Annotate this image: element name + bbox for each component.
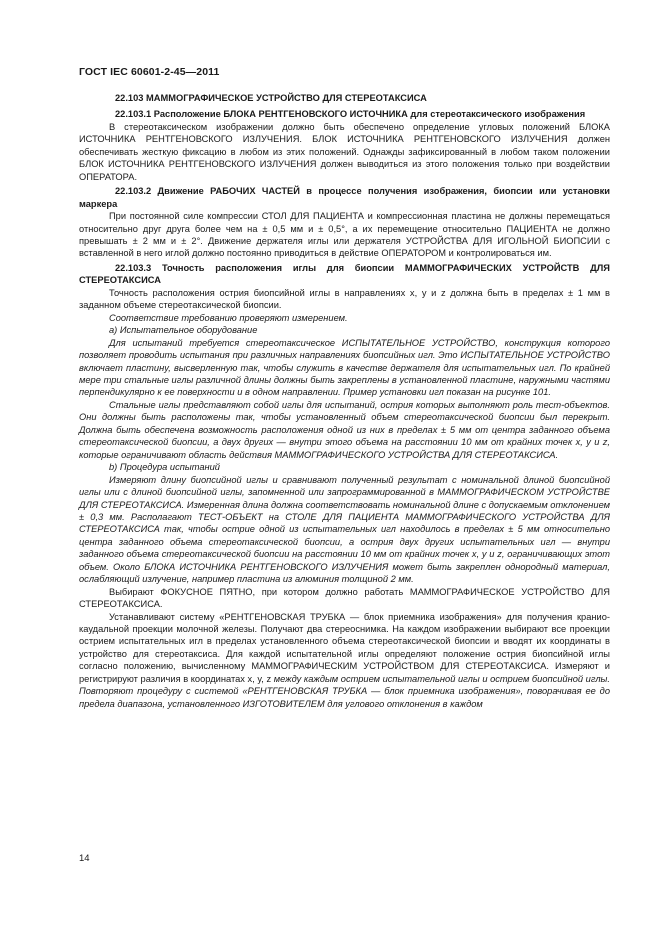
section-heading-22-103-2: 22.103.2 Движение РАБОЧИХ ЧАСТЕЙ в процессе получения изображения, биопсии или установки маркера xyxy=(79,186,610,209)
paragraph: Измеряют длину биопсийной иглы и сравнивают полученный результат с номинальной длиной биопсийной иглы или с длиной биопсийной иглы, запомненной или запрограммированной в МАММОГРАФИЧЕСКОМ УСТРОЙСТВЕ ДЛЯ СТЕРЕОТАКСИСА. Измеренная длина должна соответствовать номинальной длине с допускаемым отклонением ± 0,3 мм. Располагают ТЕСТ-ОБЪЕКТ на СТОЛЕ ДЛЯ ПАЦИЕНТА МАММОГРАФИЧЕСКОГО УСТРОЙСТВА ДЛЯ СТЕРЕОТАКСИСА так, чтобы острие одной из испытательных игл находилось в пределах ± 5 мм относительно центра заданного объема стереотаксической биопсии, а острия двух других испытательных игл — внутри заданного объема стереотаксической биопсии на расстоянии 10 мм от крайних точек x, y и z, ограничивающих этот объем. Около БЛОКА ИСТОЧНИКА РЕНТГЕНОВСКОГО ИЗЛУЧЕНИЯ может быть закреплен однородный материал, ослабляющий излучение, например пластина из алюминия толщиной 2 мм. xyxy=(79,474,611,585)
page-number: 14 xyxy=(79,853,90,864)
document-header: ГОСТ IEC 60601-2-45—2011 xyxy=(79,66,220,78)
paragraph xyxy=(79,611,610,711)
paragraph-italic-part: между каждым острием испытательной иглы и острием биопсийной иглы. Повторяют процедуру с системой «РЕНТГЕНОВСКАЯ ТРУБКА — блок приемника изображения», поворачивая ее до предела диапазона, установленного ИЗГОТОВИТЕЛЕМ для углового отклонения в каждом xyxy=(79,673,610,709)
paragraph-normal-part: Устанавливают систему «РЕНТГЕНОВСКАЯ ТРУБКА — блок приемника изображения» для получения кранио-каудальной проекции молочной железы. Получают два стереоснимка. На каждом изображении выбирают все проекции острием испытательных игл в пределах установленного объема стереотаксической биопсии и вводят их координаты в устройство для стереотаксиса. Для каждой испытательной иглы определяют положение острия биопсийной иглы согласно положению, вычисленному МАММОГРАФИЧЕСКИМ УСТРОЙСТВОМ ДЛЯ СТЕРЕОТАКСИСА. Измеряют и регистрируют различия в координатах x, y, z xyxy=(79,611,610,684)
paragraph: Стальные иглы представляют собой иглы для испытаний, острия которых выполняют роль тест-объектов. Они должны быть расположены так, чтобы установленный объем стереотаксической биопсии был перекрыт. Должна быть обеспечена возможность расположения одной из них в пределах ± 5 мм от центра заданного объема стереотаксической биопсии, а двух других — внутри этого объема на расстоянии 10 мм от крайних точек x, y и z, которые ограничивают область действия МАММОГРАФИЧЕСКОГО УСТРОЙСТВА ДЛЯ СТЕРЕОТАКСИСА. xyxy=(79,399,610,460)
paragraph: При постоянной силе компрессии СТОЛ ДЛЯ ПАЦИЕНТА и компрессионная пластина не должны перемещаться относительно друг друга более чем на ± 0,5 мм и ± 0,5°, а их перемещение относительно ПАЦИЕНТА не должно превышать ± 2 мм и ± 2°. Движение держателя иглы или держателя УСТРОЙСТВА ДЛЯ ИГОЛЬНОЙ БИОПСИИ с вставленной в него иглой должно постоянно приводиться в действие ОПЕРАТОРОМ и контролироваться им. xyxy=(79,211,610,259)
section-heading-22-103-3: 22.103.3 Точность расположения иглы для биопсии МАММОГРАФИЧЕСКИХ УСТРОЙСТВ ДЛЯ СТЕРЕОТАКСИСА xyxy=(79,262,610,286)
compliance-statement: Соответствие требованию проверяют измерением. xyxy=(109,312,348,323)
list-item-a: а) Испытательное оборудование xyxy=(109,325,258,336)
section-heading-22-103: 22.103 МАММОГРАФИЧЕСКОЕ УСТРОЙСТВО ДЛЯ СТЕРЕОТАКСИСА xyxy=(115,93,427,103)
paragraph: Точность расположения острия биопсийной иглы в направлениях x, y и z должна быть в пределах ± 1 мм в заданном объеме стереотаксической биопсии. xyxy=(79,287,610,311)
paragraph: Для испытаний требуется стереотаксическое ИСПЫТАТЕЛЬНОЕ УСТРОЙСТВО, конструкция которого позволяет проводить испытания при различных направлениях биопсийных игл. Это ИСПЫТАТЕЛЬНОЕ УСТРОЙСТВО включает пластину, высверленную так, чтобы служить в качестве держателя для испытательных игл. По крайней мере три стальные иглы различной длины должны быть закреплены в установленной пластине, наружными частями перпендикулярно к ее поверхности и в одном направлении. Пример установки игл показан на рисунке 101. xyxy=(79,337,610,398)
document-body xyxy=(79,92,610,710)
list-item-b: b) Процедура испытаний xyxy=(109,462,220,473)
paragraph: Выбирают ФОКУСНОЕ ПЯТНО, при котором должно работать МАММОГРАФИЧЕСКОЕ УСТРОЙСТВО ДЛЯ СТЕРЕОТАКСИСА. xyxy=(79,586,610,610)
section-heading-22-103-1: 22.103.1 Расположение БЛОКА РЕНТГЕНОВСКОГО ИСТОЧНИКА для стереотаксического изображения xyxy=(115,109,586,120)
paragraph: В стереотаксическом изображении должно быть обеспечено определение угловых положений БЛОКА ИСТОЧНИКА РЕНТГЕНОВСКОГО ИЗЛУЧЕНИЯ. БЛОК ИСТОЧНИКА РЕНТГЕНОВСКОГО ИЗЛУЧЕНИЯ должен обеспечивать жесткую фиксацию в любом из этих положений. Однажды зафиксированный в любом таком положении БЛОК ИСТОЧНИКА РЕНТГЕНОВСКОГО ИЗЛУЧЕНИЯ должен выводиться из этого положения только при воздействии ОПЕРАТОРА. xyxy=(79,121,610,182)
